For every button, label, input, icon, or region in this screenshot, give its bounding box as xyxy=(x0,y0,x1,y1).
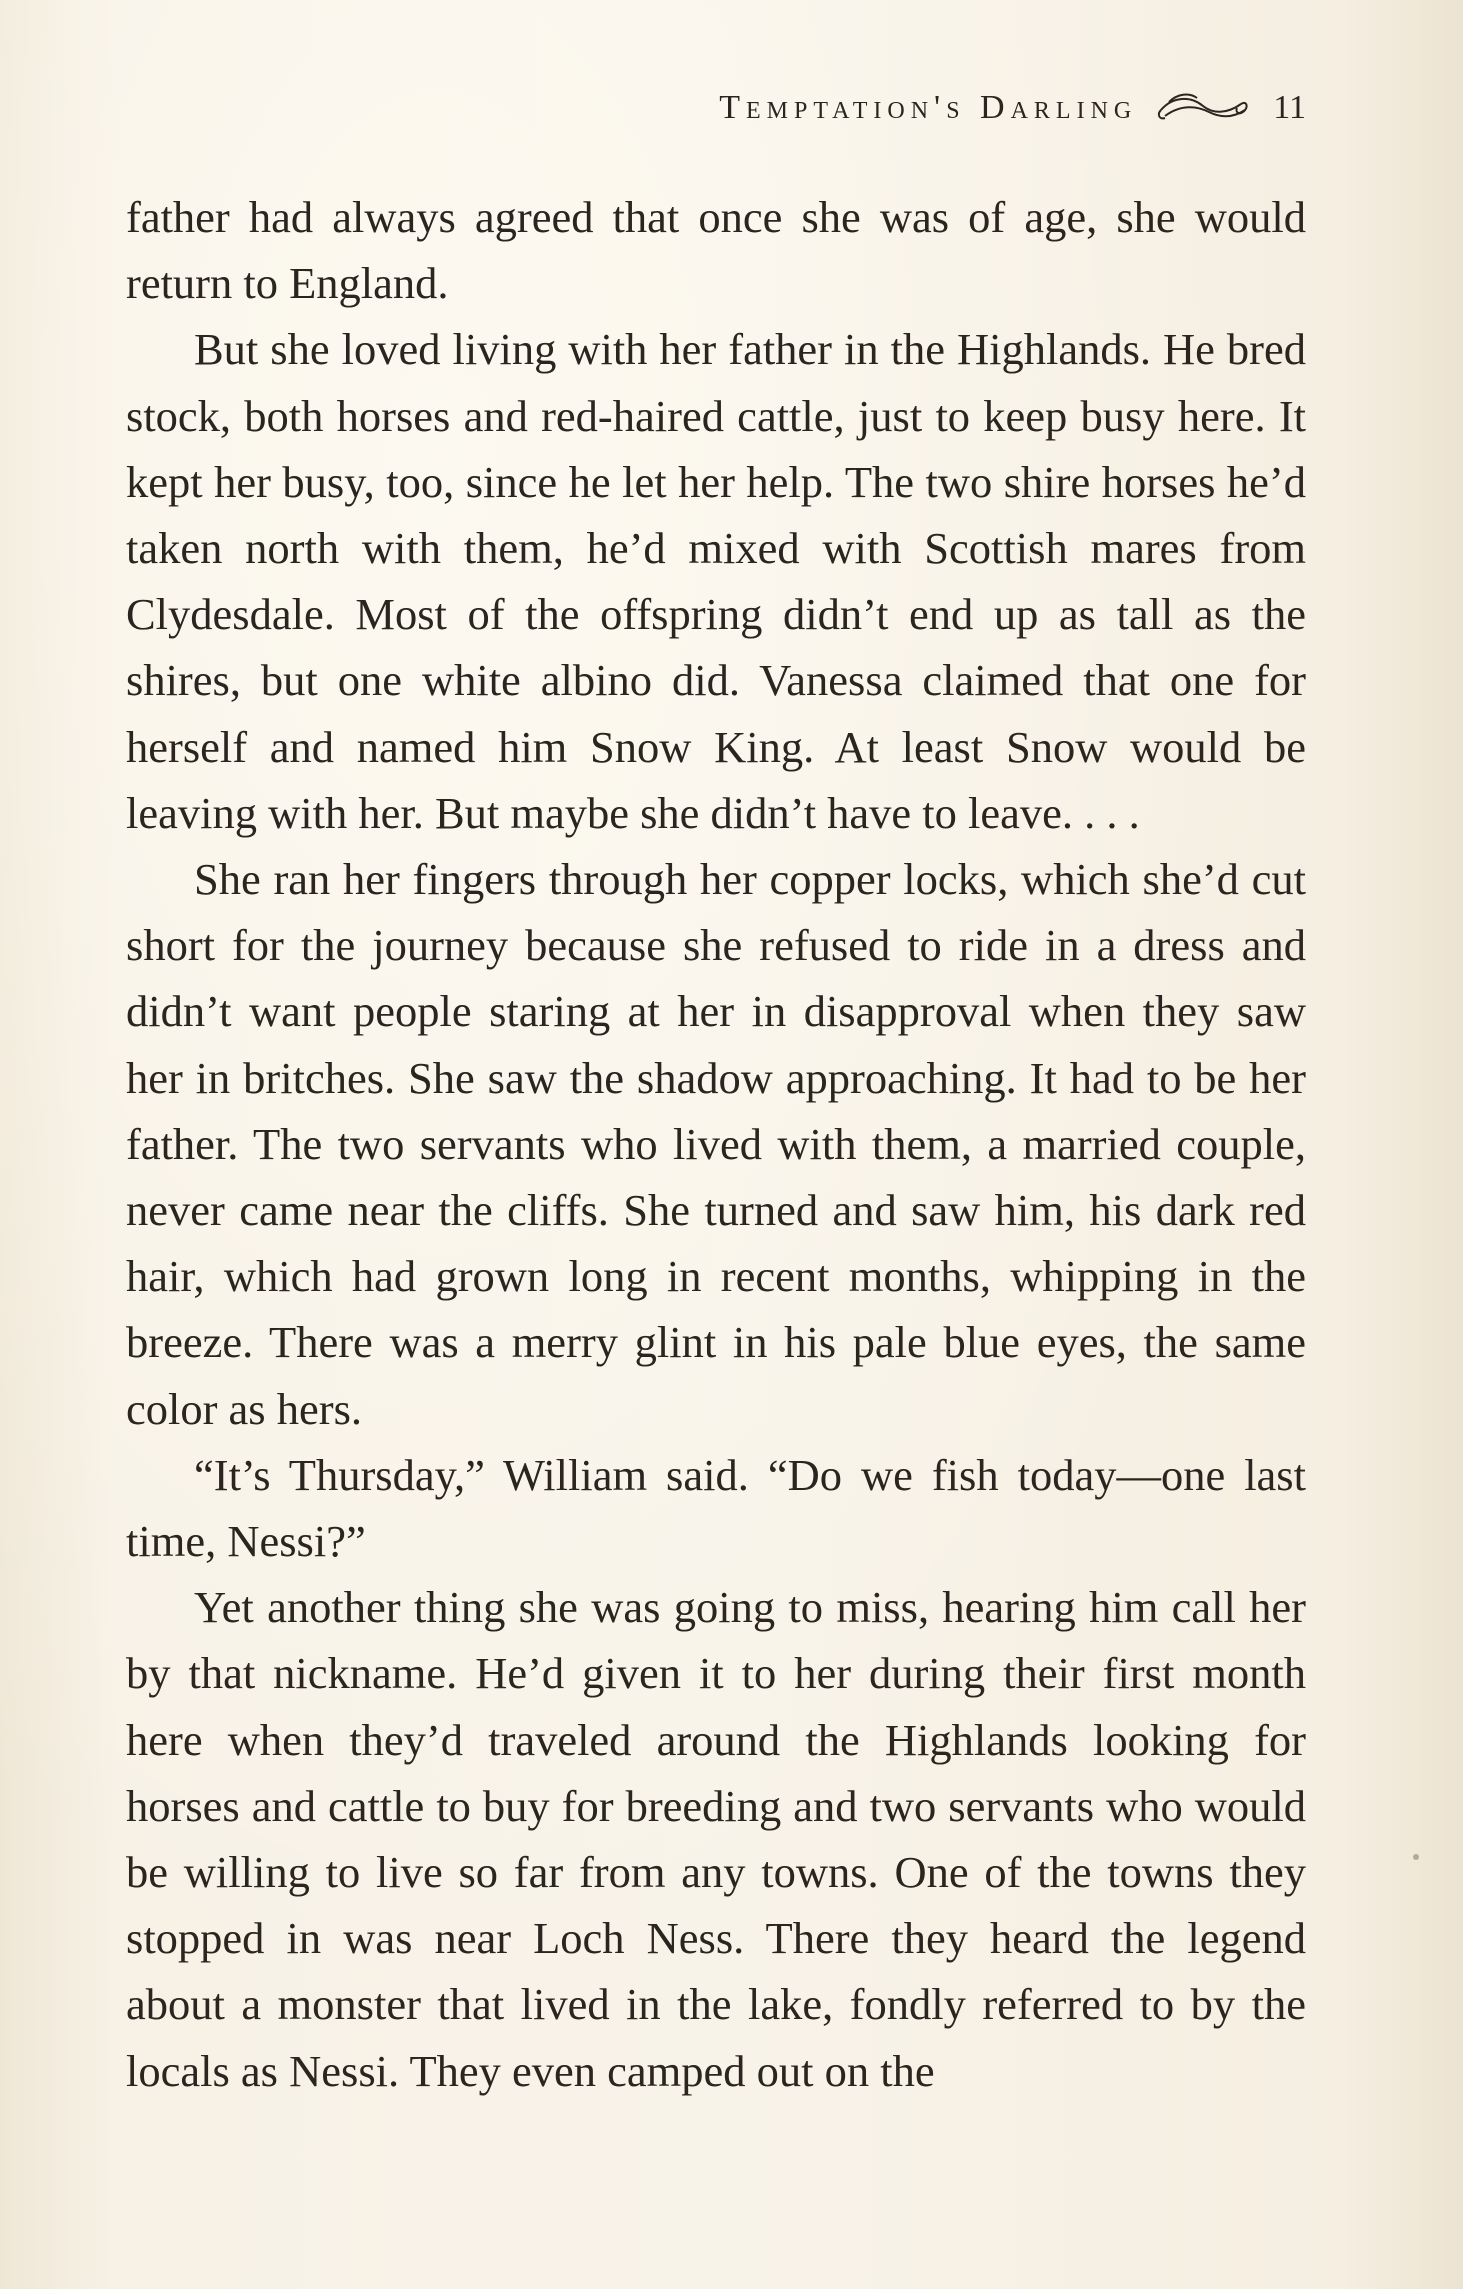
running-title: Temptation's Darling xyxy=(719,89,1138,126)
page-number: 11 xyxy=(1273,89,1306,126)
paragraph-5: Yet another thing she was going to miss, hearing him call her by that nickname. He’d given it to her during their first month here when they’d traveled around the Highlands looking for horses and cattle to buy for breeding and two servants who would be willing to live so far from any towns. One of the towns they stopped in was near Loch Ness. There they heard the legend about a monster that lived in the lake, fondly referred to by the locals as Nessi. They even camped out on the xyxy=(126,1582,1306,2096)
paper-speck xyxy=(1413,1854,1419,1860)
flourish-ornament-icon xyxy=(1155,88,1251,128)
body-text xyxy=(126,184,1306,2104)
running-header xyxy=(719,88,1306,128)
paragraph-1: father had always agreed that once she was of age, she would return to England. xyxy=(126,192,1306,309)
paragraph-3: She ran her fingers through her copper locks, which she’d cut short for the journey because she refused to ride in a dress and didn’t want people staring at her in disapproval when they saw her in britches. She saw the shadow approaching. It had to be her father. The two servants who lived with them, a married couple, never came near the cliffs. She turned and saw him, his dark red hair, which had grown long in recent months, whipping in the breeze. There was a merry glint in his pale blue eyes, the same color as hers. xyxy=(126,854,1306,1434)
paragraph-2: But she loved living with her father in the Highlands. He bred stock, both horses and red-haired cattle, just to keep busy here. It kept her busy, too, since he let her help. The two shire horses he’d taken north with them, he’d mixed with Scottish mares from Clydesdale. Most of the offspring didn’t end up as tall as the shires, but one white albino did. Vanessa claimed that one for herself and named him Snow King. At least Snow would be leaving with her. But maybe she didn’t have to leave. . . . xyxy=(126,324,1306,838)
paragraph-4: “It’s Thursday,” William said. “Do we fish today—one last time, Nessi?” xyxy=(126,1449,1306,1567)
